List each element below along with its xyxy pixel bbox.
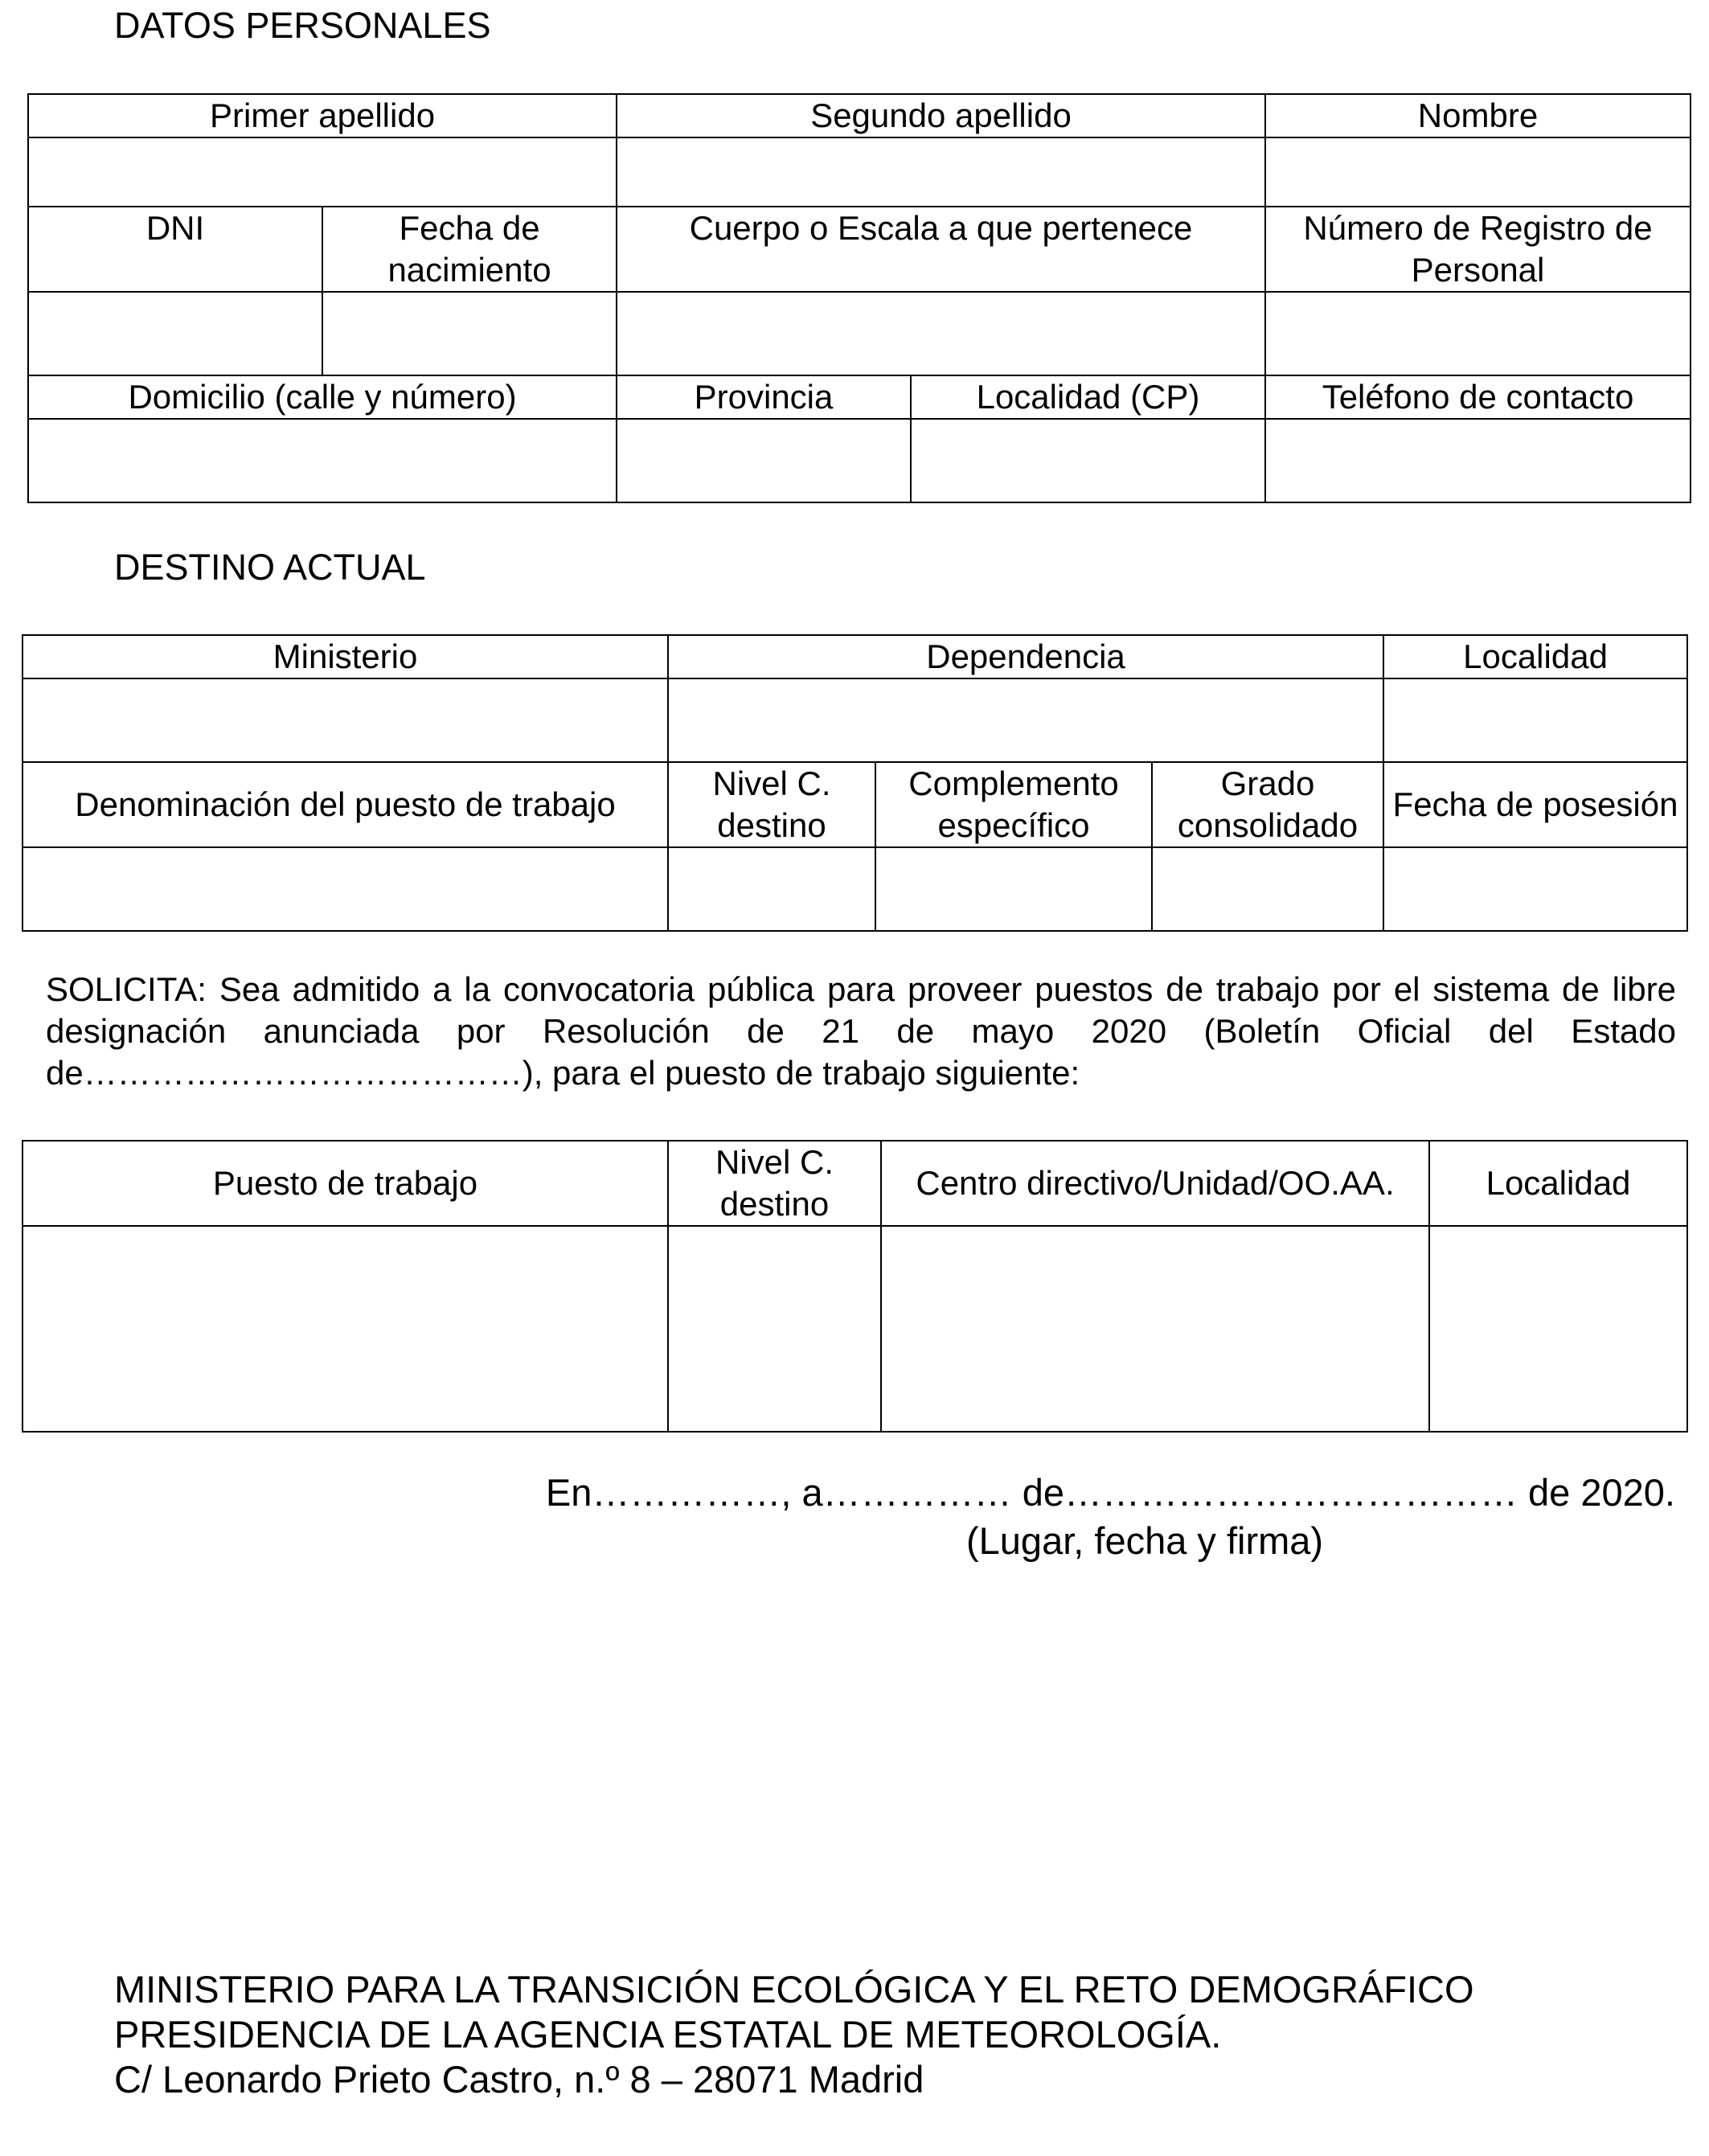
nombre-field[interactable] (1265, 137, 1691, 207)
localidad-field[interactable] (1383, 678, 1687, 762)
complemento-especifico-field[interactable] (875, 847, 1152, 931)
solicita-paragraph: SOLICITA: Sea admitido a la convocatoria pública para proveer puestos de trabajo por el sistema de libre designación anunciada por Resolución de 21 de mayo 2020 (Boletín Oficial del Estado de…………………………………), para el puesto de trabajo siguiente: (46, 970, 1676, 1092)
centro-directivo-field[interactable] (881, 1226, 1429, 1432)
signature-caption: (Lugar, fecha y firma) (966, 1519, 1324, 1562)
domicilio-field[interactable] (28, 419, 617, 502)
nivel-cd-label: Nivel C. destino (668, 1141, 881, 1226)
fecha-nacimiento-field[interactable] (322, 292, 617, 375)
grado-consolidado-label: Grado consolidado (1152, 762, 1383, 847)
ministerio-field[interactable] (23, 678, 668, 762)
dni-label: DNI (28, 207, 322, 292)
primer-apellido-label: Primer apellido (28, 94, 617, 137)
cuerpo-escala-label: Cuerpo o Escala a que pertenece (617, 207, 1265, 292)
addressee-ministry: MINISTERIO PARA LA TRANSICIÓN ECOLÓGICA Y EL RETO DEMOGRÁFICO (114, 1968, 1474, 2010)
personal-data-table (27, 93, 1691, 503)
provincia-label: Provincia (617, 375, 911, 419)
ministerio-label: Ministerio (23, 635, 668, 678)
signature-line: En……………, a…………… de……………………………… de 2020. (545, 1471, 1675, 1514)
domicilio-label: Domicilio (calle y número) (28, 375, 617, 419)
fecha-nacimiento-label: Fecha de nacimiento (322, 207, 617, 292)
nivel-cd-label: Nivel C. destino (668, 762, 875, 847)
localidad-cp-label: Localidad (CP) (911, 375, 1265, 419)
nrp-label: Número de Registro de Personal (1265, 207, 1691, 292)
localidad-label: Localidad (1429, 1141, 1687, 1226)
nivel-cd-field[interactable] (668, 847, 875, 931)
nombre-label: Nombre (1265, 94, 1691, 137)
addressee-agency: PRESIDENCIA DE LA AGENCIA ESTATAL DE METEOROLOGÍA. (114, 2013, 1222, 2056)
fecha-posesion-field[interactable] (1383, 847, 1687, 931)
complemento-especifico-label: Complemento específico (875, 762, 1152, 847)
addressee-block (114, 1967, 1474, 2102)
primer-apellido-field[interactable] (28, 137, 617, 207)
destino-actual-table (22, 634, 1688, 932)
datos-personales-heading: DATOS PERSONALES (114, 5, 491, 46)
cuerpo-escala-field[interactable] (617, 292, 1265, 375)
nrp-field[interactable] (1265, 292, 1691, 375)
provincia-field[interactable] (617, 419, 911, 502)
destino-actual-heading: DESTINO ACTUAL (114, 547, 426, 588)
segundo-apellido-field[interactable] (617, 137, 1265, 207)
dni-field[interactable] (28, 292, 322, 375)
dependencia-field[interactable] (668, 678, 1383, 762)
segundo-apellido-label: Segundo apellido (617, 94, 1265, 137)
telefono-field[interactable] (1265, 419, 1691, 502)
localidad-field[interactable] (1429, 1226, 1687, 1432)
puesto-solicitado-table (22, 1140, 1688, 1433)
centro-directivo-label: Centro directivo/Unidad/OO.AA. (881, 1141, 1429, 1226)
telefono-label: Teléfono de contacto (1265, 375, 1691, 419)
dependencia-label: Dependencia (668, 635, 1383, 678)
puesto-trabajo-label: Puesto de trabajo (23, 1141, 668, 1226)
localidad-cp-field[interactable] (911, 419, 1265, 502)
puesto-trabajo-field[interactable] (23, 1226, 668, 1432)
grado-consolidado-field[interactable] (1152, 847, 1383, 931)
nivel-cd-field[interactable] (668, 1226, 881, 1432)
localidad-label: Localidad (1383, 635, 1687, 678)
addressee-address: C/ Leonardo Prieto Castro, n.º 8 – 28071 Madrid (114, 2058, 924, 2101)
denominacion-puesto-label: Denominación del puesto de trabajo (23, 762, 668, 847)
denominacion-puesto-field[interactable] (23, 847, 668, 931)
fecha-posesion-label: Fecha de posesión (1383, 762, 1687, 847)
